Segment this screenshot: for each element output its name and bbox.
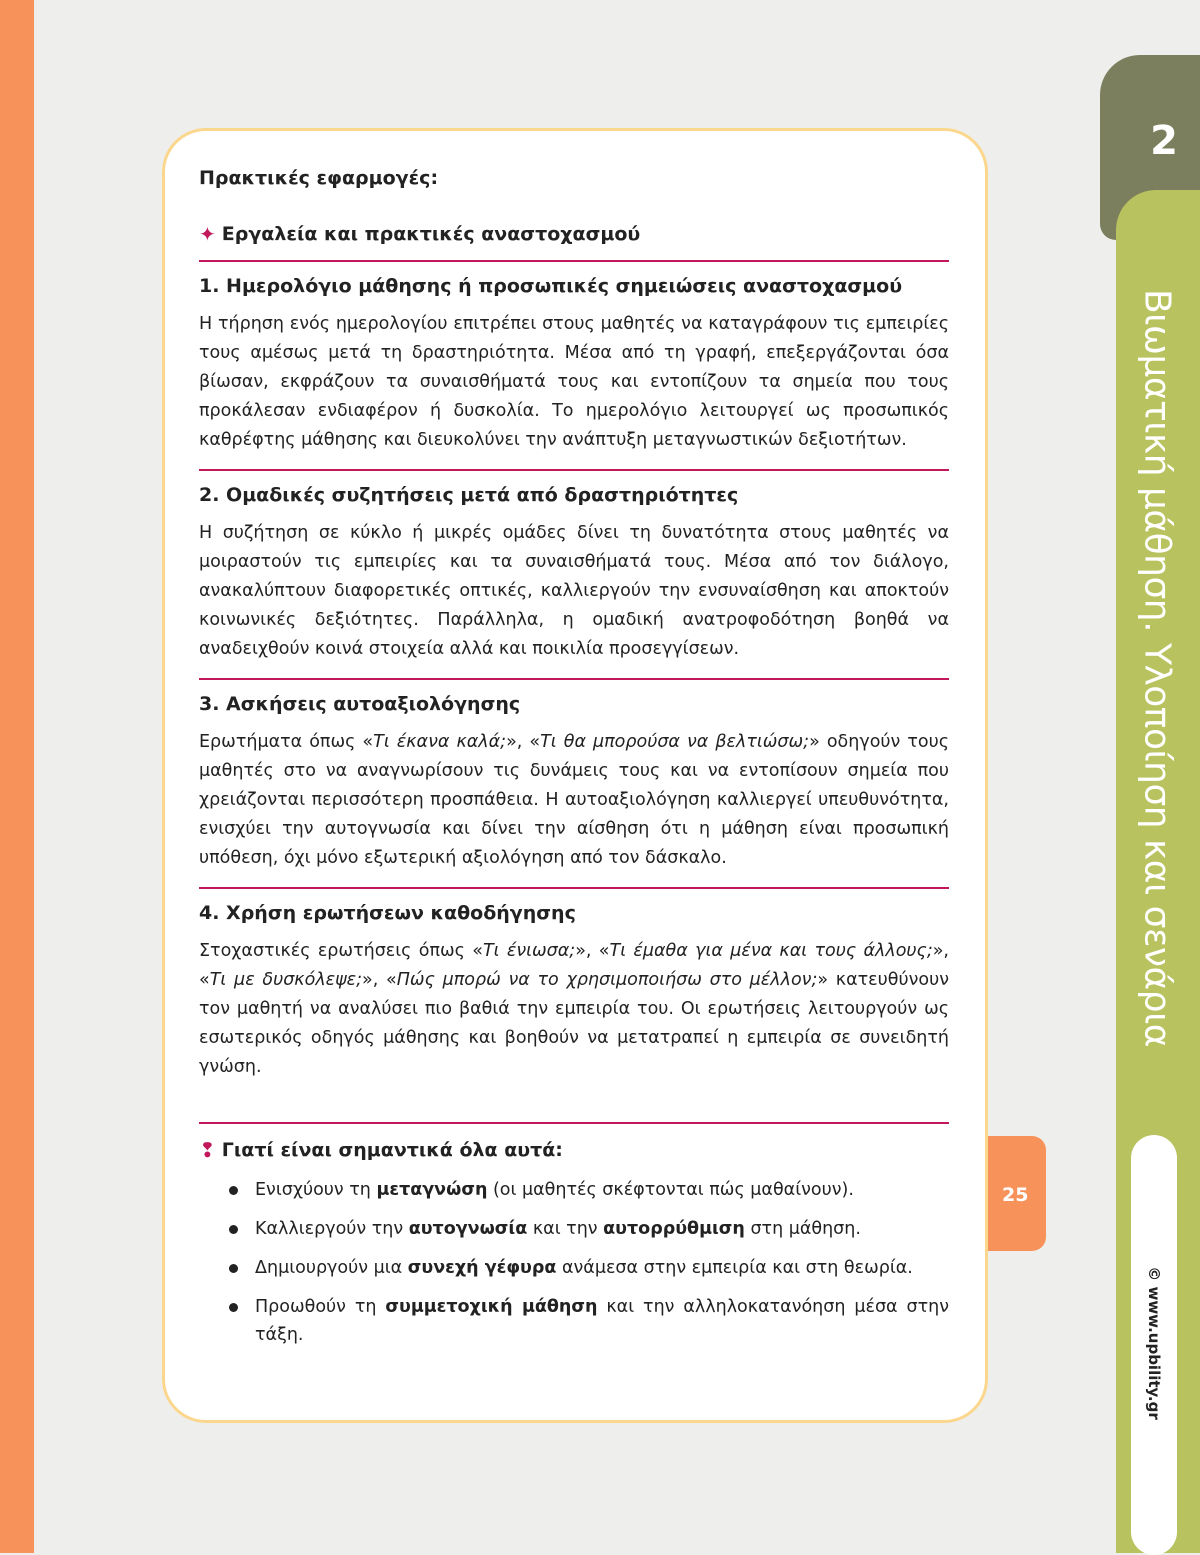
- italic-quote: Τι έκανα καλά;: [373, 732, 507, 752]
- text-run: », «: [575, 941, 610, 961]
- section-1: [199, 260, 949, 455]
- italic-quote: Τι με δυσκόλεψε;: [209, 970, 363, 990]
- section-body: Η τήρηση ενός ημερολογίου επιτρέπει στους μαθητές να καταγράφουν τις εμπειρίες τους αμέσως μετά τη δραστηριότητα. Μέσα από τη γραφή, επεξεργάζονται όσα βίωσαν, εκφράζουν τα συναισθήματά τους και εντοπίζουν τα σημεία που τους προκάλεσαν ενδιαφέρον ή δυσκολία. Το ημερολόγιο λειτουργεί ως προσωπικός καθρέφτης μάθησης και διευκολύνει την ανάπτυξη μεταγνωστικών δεξιοτήτων.: [199, 314, 949, 450]
- divider: [199, 678, 949, 680]
- bold-term: συμμετοχική μάθηση: [385, 1297, 598, 1317]
- text-run: », «: [362, 970, 397, 990]
- section-title: 2. Ομαδικές συζητήσεις μετά από δραστηριότητες: [199, 484, 739, 506]
- why-title-text: Γιατί είναι σημαντικά όλα αυτά:: [221, 1139, 563, 1161]
- section-subheading: [199, 222, 949, 246]
- bold-term: συνεχή γέφυρα: [407, 1258, 557, 1278]
- text-run: και την: [527, 1219, 604, 1239]
- bullet-icon: [229, 1186, 238, 1195]
- copyright-text: © www.upbility.gr: [1145, 1266, 1163, 1420]
- list-item: [229, 1254, 949, 1282]
- section-title: 1. Ημερολόγιο μάθησης ή προσωπικές σημειώσεις αναστοχασμού: [199, 275, 903, 297]
- divider: [199, 1122, 949, 1124]
- section-title: 4. Χρήση ερωτήσεων καθοδήγησης: [199, 902, 576, 924]
- section-3: [199, 678, 949, 873]
- bold-term: μεταγνώση: [376, 1180, 488, 1200]
- text-run: » οδηγούν τους μαθητές στο να αναγνωρίσουν τις δυνάμεις τους και να εντοπίσουν σημεία που χρειάζονται περισσότερη προσπάθεια. Η αυτοαξιολόγηση καλλιεργεί υπευθυνότητα, ενισχύει την αυτογνωσία και δίνει την αίσθηση ότι η μάθηση είναι προσωπική υπόθεση, όχι μόνο εξωτερική αξιολόγηση από τον δάσκαλο.: [199, 732, 949, 868]
- text-run: », «: [199, 941, 949, 990]
- divider: [199, 260, 949, 262]
- section-2: [199, 469, 949, 664]
- bold-term: αυτογνωσία: [408, 1219, 528, 1239]
- italic-quote: Τι θα μπορούσα να βελτιώσω;: [540, 732, 810, 752]
- page-heading: Πρακτικές εφαρμογές:: [199, 167, 439, 189]
- section-title: 3. Ασκήσεις αυτοαξιολόγησης: [199, 693, 521, 715]
- section-body: Η συζήτηση σε κύκλο ή μικρές ομάδες δίνει τη δυνατότητα στους μαθητές να μοιραστούν τις εμπειρίες και τα συναισθήματά τους. Μέσα από τον διάλογο, ανακαλύπτουν διαφορετικές οπτικές, καλλιεργούν την ενσυναίσθηση και αποκτούν κοινωνικές δεξιότητες. Παράλληλα, η ομαδική ανατροφοδότηση βοηθά να αναδειχθούν κοινά στοιχεία αλλά και ποικιλία προσεγγίσεων.: [199, 523, 949, 659]
- bold-term: αυτορρύθμιση: [603, 1219, 745, 1239]
- section-body: [199, 937, 949, 1082]
- bullet-icon: [229, 1264, 238, 1273]
- chapter-side-title: Βιωματική μάθηση. Υλοποίηση και σενάρια: [1136, 288, 1178, 1048]
- four-point-star-icon: ✦: [199, 222, 216, 246]
- subheading-text: Εργαλεία και πρακτικές αναστοχασμού: [221, 223, 641, 245]
- text-run: Ενισχύουν τη: [255, 1180, 377, 1200]
- divider: [199, 469, 949, 471]
- italic-quote: Τι έμαθα για μένα και τους άλλους;: [609, 941, 933, 961]
- list-item: [229, 1215, 949, 1243]
- text-run: » κατευθύνουν τον μαθητή να αναλύσει πιο βαθιά την εμπειρία του. Οι ερωτήσεις λειτουργούν ως εσωτερικός οδηγός μάθησης και βοηθούν να μετατραπεί η εμπειρία σε συνειδητή γνώση.: [199, 970, 949, 1077]
- text-run: », «: [506, 732, 541, 752]
- bullet-icon: [229, 1303, 238, 1312]
- text-run: Στοχαστικές ερωτήσεις όπως «: [199, 941, 483, 961]
- italic-quote: Τι ένιωσα;: [482, 941, 576, 961]
- sections-list: [199, 260, 949, 1082]
- content-area: [199, 160, 949, 1360]
- left-color-bar: [0, 0, 34, 1553]
- why-heading: [199, 1138, 949, 1162]
- text-run: Καλλιεργούν την: [255, 1219, 409, 1239]
- section-body: [199, 728, 949, 873]
- text-run: και την αλληλοκατανόηση μέσα στην τάξη.: [255, 1297, 949, 1345]
- text-run: ανάμεσα στην εμπειρία και στη θεωρία.: [556, 1258, 913, 1278]
- page-number: 25: [1002, 1184, 1029, 1206]
- why-list: [199, 1176, 949, 1349]
- text-run: (οι μαθητές σκέφτονται πώς μαθαίνουν).: [487, 1180, 854, 1200]
- list-item: [229, 1176, 949, 1204]
- chapter-number: 2: [1150, 118, 1178, 164]
- text-run: Δημιουργούν μια: [255, 1258, 408, 1278]
- italic-quote: Πώς μπορώ να το χρησιμοποιήσω στο μέλλον;: [396, 970, 818, 990]
- text-run: Προωθούν τη: [255, 1297, 386, 1317]
- text-run: στη μάθηση.: [744, 1219, 861, 1239]
- divider: [199, 887, 949, 889]
- bullet-icon: [229, 1225, 238, 1234]
- list-item: [229, 1293, 949, 1349]
- section-4: [199, 887, 949, 1082]
- text-run: Ερωτήματα όπως «: [199, 732, 374, 752]
- exclamation-icon: ❢: [199, 1138, 216, 1162]
